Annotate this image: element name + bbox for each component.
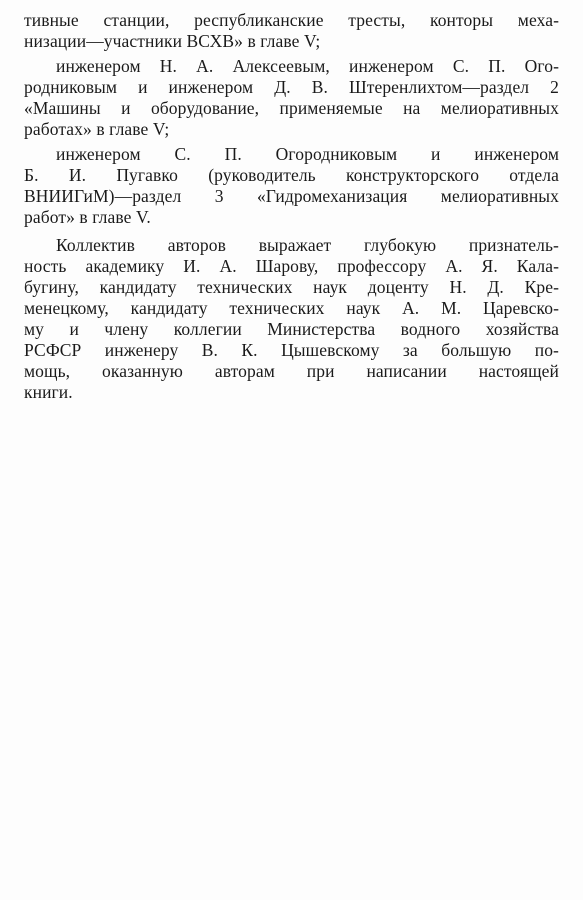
text-line: родниковым и инженером Д. В. Штеренлихтом—раздел 2	[24, 77, 559, 97]
paragraph-2	[24, 56, 559, 140]
paragraph-3	[24, 144, 559, 228]
text-line: менецкому, кандидату технических наук А. М. Царевско-	[24, 298, 559, 318]
text-line: инженером С. П. Огородниковым и инженером	[56, 144, 559, 164]
text-line: низации—участники ВСХВ» в главе V;	[24, 31, 321, 51]
paragraph-4-acknowledgements	[24, 235, 559, 403]
text-line: му и члену коллегии Министерства водного хозяйства	[24, 319, 559, 339]
text-line: ВНИИГиМ)—раздел 3 «Гидромеханизация мелиоративных	[24, 186, 559, 206]
text-line: инженером Н. А. Алексеевым, инженером С. П. Ого-	[56, 56, 559, 76]
text-line: Коллектив авторов выражает глубокую признатель-	[56, 235, 559, 255]
text-line: Б. И. Пугавко (руководитель конструкторского отдела	[24, 165, 559, 185]
text-line: РСФСР инженеру В. К. Цышевскому за большую по-	[24, 340, 559, 360]
text-line: бугину, кандидату технических наук доценту Н. Д. Кре-	[24, 277, 559, 297]
text-line: мощь, оказанную авторам при написании настоящей	[24, 361, 559, 381]
text-line: работ» в главе V.	[24, 207, 151, 227]
text-line: тивные станции, республиканские тресты, конторы меха-	[24, 10, 559, 30]
text-line: работах» в главе V;	[24, 119, 170, 139]
text-line: книги.	[24, 382, 73, 402]
text-line: «Машины и оборудование, применяемые на мелиоративных	[24, 98, 559, 118]
document-body-text	[24, 10, 559, 403]
paragraph-1-continuation	[24, 10, 559, 52]
text-line: ность академику И. А. Шарову, профессору А. Я. Кала-	[24, 256, 559, 276]
